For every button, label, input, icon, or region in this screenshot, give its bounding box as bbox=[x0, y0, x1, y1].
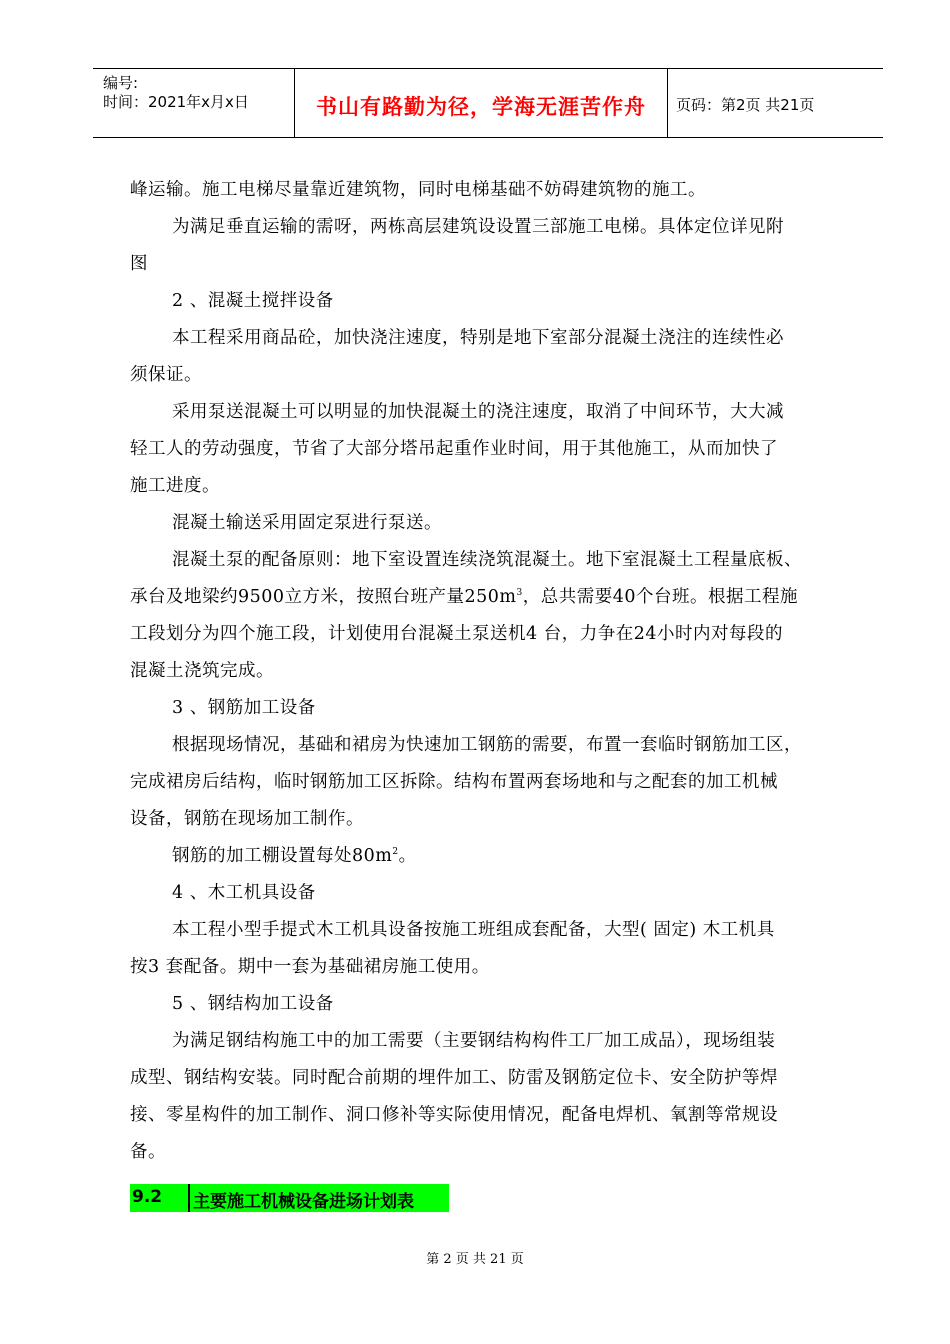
section-divider bbox=[188, 1184, 190, 1212]
section-heading-4: 4 、木工机具设备 bbox=[172, 883, 316, 903]
header-motto: 书山有路勤为径，学海无涯苦作舟 bbox=[316, 95, 646, 119]
text-run: 钢筋的加工棚设置每处80m bbox=[172, 846, 393, 866]
header-page-code: 页码：第2页 共21页 bbox=[676, 96, 815, 114]
section-heading-highlighted bbox=[130, 1184, 449, 1212]
text-run: ，总共需要40个台班。根据工程施 bbox=[522, 587, 799, 607]
paragraph-line: 混凝土输送采用固定泵进行泵送。 bbox=[172, 513, 442, 533]
document-time-label: 时间：2021年x月x日 bbox=[103, 93, 249, 111]
paragraph-line: 施工进度。 bbox=[130, 476, 220, 496]
paragraph-line: 为满足垂直运输的需呀，两栋高层建筑设设置三部施工电梯。具体定位详见附 bbox=[172, 217, 784, 237]
paragraph-line: 接、零星构件的加工制作、洞口修补等实际使用情况，配备电焊机、氧割等常规设 bbox=[130, 1105, 778, 1125]
text-run: 。 bbox=[398, 846, 417, 866]
paragraph-line: 为满足钢结构施工中的加工需要（主要钢结构构件工厂加工成品），现场组装 bbox=[172, 1031, 776, 1051]
paragraph-line: 图 bbox=[130, 254, 148, 274]
superscript: 3 bbox=[516, 588, 523, 599]
section-number: 9.2 bbox=[132, 1187, 163, 1207]
section-heading-3: 3 、钢筋加工设备 bbox=[172, 698, 316, 718]
paragraph-line: 本工程采用商品砼，加快浇注速度，特别是地下室部分混凝土浇注的连续性必 bbox=[172, 328, 784, 348]
section-title: 主要施工机械设备进场计划表 bbox=[193, 1192, 414, 1212]
text-run: 承台及地梁约9500立方米，按照台班产量250m bbox=[130, 587, 517, 607]
header-page-cell bbox=[668, 69, 883, 137]
paragraph-line: 按3 套配备。期中一套为基础裙房施工使用。 bbox=[130, 957, 490, 977]
paragraph-line: 工段划分为四个施工段，计划使用台混凝土泵送机4 台，力争在24小时内对每段的 bbox=[130, 624, 783, 644]
paragraph-line: 峰运输。施工电梯尽量靠近建筑物，同时电梯基础不妨碍建筑物的施工。 bbox=[130, 180, 706, 200]
document-code-label: 编号: bbox=[103, 74, 139, 92]
page-footer: 第 2 页 共 21 页 bbox=[426, 1252, 524, 1267]
paragraph-line: 备。 bbox=[130, 1142, 166, 1162]
paragraph-line: 混凝土浇筑完成。 bbox=[130, 661, 274, 681]
paragraph-line: 采用泵送混凝土可以明显的加快混凝土的浇注速度，取消了中间环节，大大减 bbox=[172, 402, 784, 422]
paragraph-line: 设备，钢筋在现场加工制作。 bbox=[130, 809, 364, 829]
paragraph-line bbox=[130, 838, 850, 875]
header-motto-cell bbox=[295, 69, 668, 137]
paragraph-line: 成型、钢结构安装。同时配合前期的埋件加工、防雷及钢筋定位卡、安全防护等焊 bbox=[130, 1068, 778, 1088]
paragraph-line bbox=[130, 579, 850, 616]
section-heading-2: 2 、混凝土搅拌设备 bbox=[172, 291, 334, 311]
paragraph-line: 轻工人的劳动强度，节省了大部分塔吊起重作业时间，用于其他施工，从而加快了 bbox=[130, 439, 778, 459]
section-heading-5: 5 、钢结构加工设备 bbox=[172, 994, 334, 1014]
superscript: 2 bbox=[392, 847, 399, 858]
header-meta bbox=[93, 69, 295, 137]
paragraph-line: 完成裙房后结构，临时钢筋加工区拆除。结构布置两套场地和与之配套的加工机械 bbox=[130, 772, 778, 792]
paragraph-line: 混凝土泵的配备原则：地下室设置连续浇筑混凝土。地下室混凝土工程量底板、 bbox=[172, 550, 802, 570]
paragraph-line: 须保证。 bbox=[130, 365, 202, 385]
document-body bbox=[130, 172, 850, 1171]
paragraph-line: 根据现场情况，基础和裙房为快速加工钢筋的需要，布置一套临时钢筋加工区， bbox=[172, 735, 802, 755]
paragraph-line: 本工程小型手提式木工机具设备按施工班组成套配备，大型( 固定) 木工机具 bbox=[172, 920, 775, 940]
page-header bbox=[93, 68, 883, 138]
